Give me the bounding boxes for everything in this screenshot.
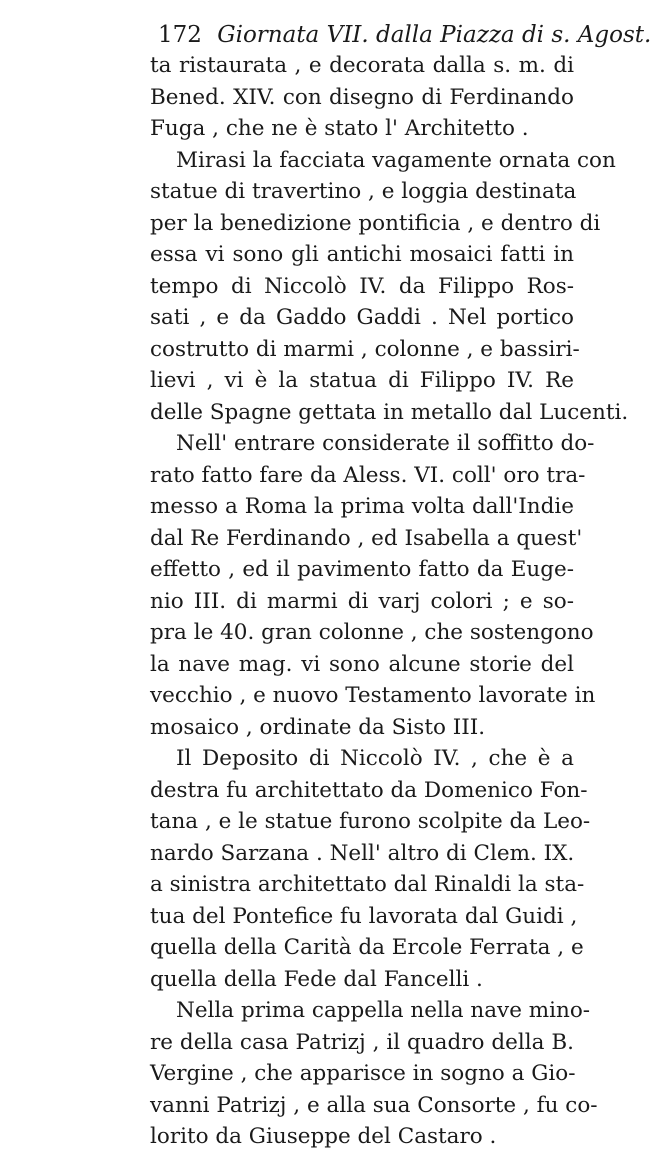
- text-line: Nell' entrare considerate il soffitto do-: [176, 431, 595, 456]
- text-line: rato fatto fare da Aless. VI. coll' oro tra-: [150, 462, 586, 488]
- text-line: essa vi sono gli antichi mosaici fatti in: [150, 242, 574, 267]
- text-line: ta ristaurata , e decorata dalla s. m. di: [150, 53, 574, 78]
- text-line: lorito da Giuseppe del Castaro .: [150, 1124, 497, 1149]
- text-line: Bened. XIV. con disegno di Ferdinando: [150, 84, 574, 110]
- text-line: Mirasi la facciata vagamente ornata con: [176, 147, 616, 173]
- text-line: dal Re Ferdinando , ed Isabella a quest': [150, 525, 583, 551]
- text-line: re della casa Patrizj , il quadro della B.: [150, 1029, 574, 1055]
- text-line: Vergine , che apparisce in sogno a Gio-: [150, 1061, 576, 1086]
- text-line: vanni Patrizj , e alla sua Consorte , fu co-: [150, 1092, 598, 1118]
- text-line: per la benedizione pontificia , e dentro di: [150, 210, 601, 236]
- text-line: la nave mag. vi sono alcune storie del: [150, 651, 574, 677]
- text-line: tana , e le statue furono scolpite da Leo-: [150, 809, 591, 834]
- text-line: quella della Carità da Ercole Ferrata , e: [150, 935, 584, 960]
- text-line: statue di travertino , e loggia destinata: [150, 179, 577, 204]
- text-line: effetto , ed il pavimento fatto da Euge-: [150, 557, 574, 582]
- text-line: delle Spagne gettata in metallo dal Lucenti.: [150, 399, 629, 425]
- text-line: tempo di Niccolò IV. da Filippo Ros-: [150, 273, 574, 299]
- text-line: sati , e da Gaddo Gaddi . Nel portico: [150, 305, 574, 330]
- text-line: quella della Fede dal Fancelli .: [150, 966, 483, 992]
- text-line: a sinistra architettato dal Rinaldi la sta-: [150, 872, 585, 897]
- body-text: [150, 50, 629, 1153]
- text-line: messo a Roma la prima volta dall'Indie: [150, 494, 574, 519]
- text-line: costrutto di marmi , colonne , e bassiri-: [150, 336, 580, 362]
- text-line: nardo Sarzana . Nell' altro di Clem. IX.: [150, 840, 575, 866]
- text-line: Nella prima cappella nella nave mino-: [176, 998, 591, 1023]
- text-line: mosaico , ordinate da Sisto III.: [150, 714, 486, 740]
- text-line: vecchio , e nuovo Testamento lavorate in: [150, 683, 596, 708]
- text-line: destra fu architettato da Domenico Fon-: [150, 777, 588, 803]
- text-line: lievi , vi è la statua di Filippo IV. Re: [150, 368, 574, 393]
- text-line: Fuga , che ne è stato l' Architetto .: [150, 116, 529, 141]
- running-title: Giornata VII. dalla Piazza di s. Agost.: [217, 22, 651, 48]
- text-line: tua del Pontefice fu lavorata dal Guidi ,: [150, 903, 578, 929]
- text-line: Il Deposito di Niccolò IV. , che è a: [176, 746, 574, 771]
- text-line: nio III. di marmi di varj colori ; e so-: [150, 588, 574, 614]
- text-line: pra le 40. gran colonne , che sostengono: [150, 620, 594, 645]
- page-number: 172: [158, 22, 202, 48]
